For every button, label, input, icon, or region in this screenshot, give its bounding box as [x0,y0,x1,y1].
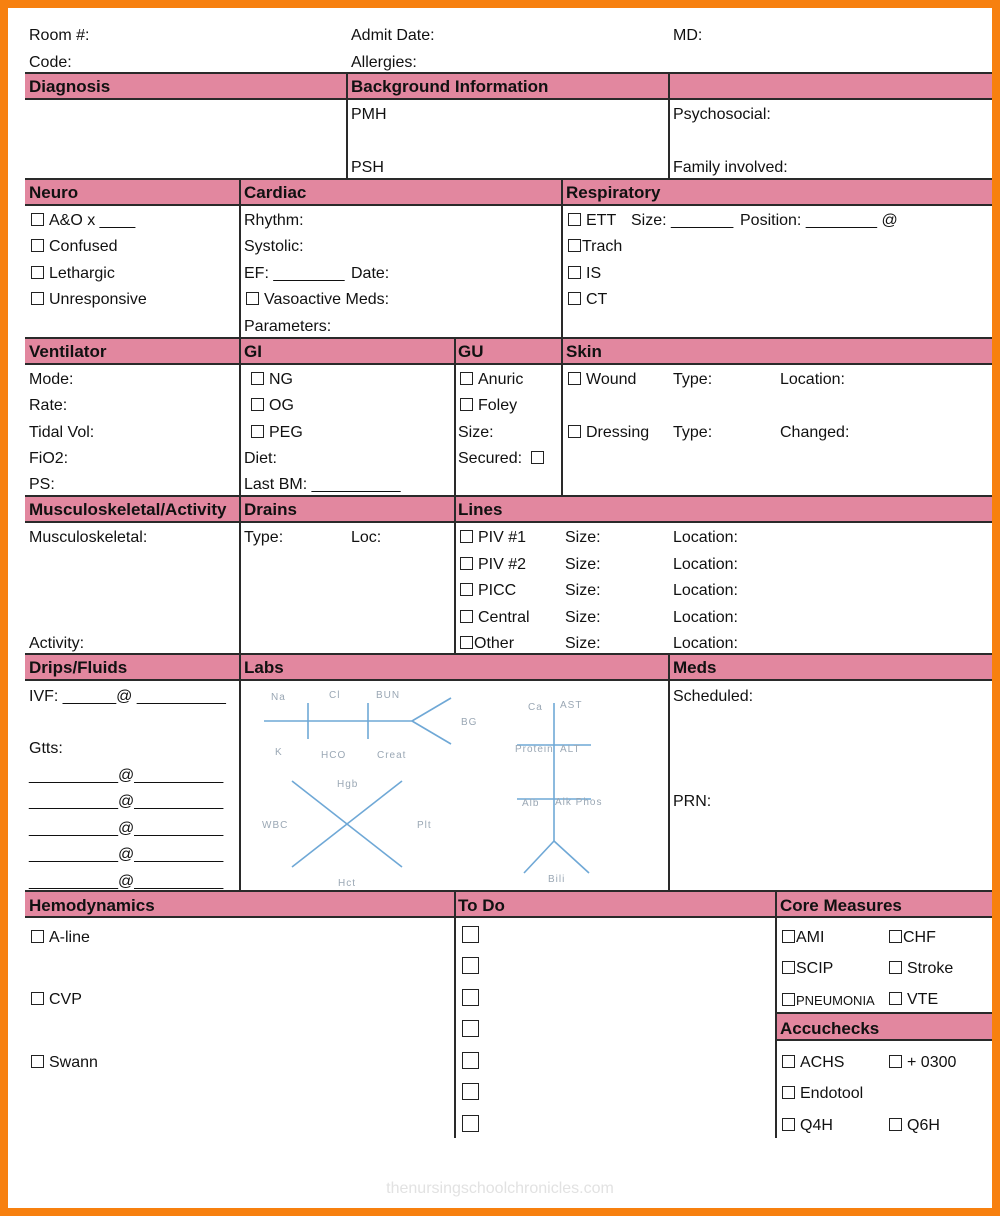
gtt-line: __________@__________ [29,793,224,810]
accuchecks-header: Accuchecks [780,1019,880,1038]
vent-ps: PS: [29,476,55,493]
core-chf[interactable]: CHF [889,928,936,947]
gu-foley[interactable]: Foley [460,396,517,415]
line-size: Size: [565,556,601,573]
line-central[interactable]: Central [460,608,530,627]
divider [561,337,563,497]
vent-fio2: FiO2: [29,450,69,467]
lab-ca: Ca [528,702,543,713]
gi-ng[interactable]: NG [251,370,293,389]
neuro-unresponsive[interactable]: Unresponsive [31,290,147,309]
resp-trach[interactable]: Trach [568,237,622,256]
line-size: Size: [565,609,601,626]
skin-wound-location: Location: [780,371,845,388]
footer-watermark: thenursingschoolchronicles.com [386,1180,614,1197]
core-measures-header: Core Measures [780,896,902,915]
line-other[interactable]: Other [460,634,514,653]
todo-checkbox[interactable] [462,1083,479,1100]
meds-header: Meds [673,658,717,677]
activity-label: Activity: [29,635,85,652]
lines-header: Lines [458,500,503,519]
line-piv1[interactable]: PIV #1 [460,528,526,547]
todo-checkbox[interactable] [462,1020,479,1037]
family-involved-label: Family involved: [673,159,788,176]
lft-line [524,841,554,873]
divider [668,653,670,891]
line-piv2[interactable]: PIV #2 [460,555,526,574]
report-sheet [8,8,992,1208]
vent-rate: Rate: [29,397,68,414]
line-location: Location: [673,582,738,599]
lab-protein: Protein [515,744,554,755]
core-ami[interactable]: AMI [782,928,824,947]
background-header: Background Information [351,77,549,96]
skin-wound-type: Type: [673,371,713,388]
todo-checkbox[interactable] [462,926,479,943]
labs-header: Labs [244,658,284,677]
neuro-header: Neuro [29,183,79,202]
ett-position: Position: ________ @ [740,212,898,229]
resp-ct[interactable]: CT [568,290,607,309]
lft-line [554,841,589,873]
gtt-line: __________@__________ [29,846,224,863]
divider [561,178,563,338]
core-pneumonia[interactable]: PNEUMONIA [782,991,875,1010]
accu-endotool[interactable]: Endotool [782,1084,863,1103]
gtts-label: Gtts: [29,740,63,757]
musculo-label: Musculoskeletal: [29,529,148,546]
neuro-bar [25,178,992,206]
ett-size: Size: _______ [631,212,734,229]
md-label: MD: [673,27,703,44]
gu-size: Size: [458,424,494,441]
drains-type: Type: [244,529,284,546]
neuro-ao[interactable]: A&O x ____ [31,211,135,230]
vent-mode: Mode: [29,371,74,388]
room-label: Room #: [29,27,90,44]
line-location: Location: [673,609,738,626]
admit-date-label: Admit Date: [351,27,435,44]
accu-q6h[interactable]: Q6H [889,1116,940,1135]
hemo-cvp[interactable]: CVP [31,990,82,1009]
ivf-label: IVF: ______@ __________ [29,688,226,705]
psychosocial-label: Psychosocial: [673,106,771,123]
parameters-label: Parameters: [244,318,332,335]
gi-og[interactable]: OG [251,396,294,415]
drains-loc: Loc: [351,529,382,546]
gu-secured[interactable]: Secured: [458,449,549,468]
todo-checkbox[interactable] [462,1115,479,1132]
gtt-line: __________@__________ [29,767,224,784]
bmp-line [412,721,451,744]
skin-dressing-type: Type: [673,424,713,441]
musculo-header: Musculoskeletal/Activity [29,500,227,519]
systolic-label: Systolic: [244,238,304,255]
lab-alb: Alb [522,798,540,809]
lab-creat: Creat [377,750,407,761]
cardiac-header: Cardiac [244,183,307,202]
vasoactive-meds[interactable]: Vasoactive Meds: [246,290,389,309]
ventilator-bar [25,337,992,365]
hemo-aline[interactable]: A-line [31,928,90,947]
vent-tidal: Tidal Vol: [29,424,95,441]
divider [454,495,456,655]
hemo-header: Hemodynamics [29,896,155,915]
pmh-label: PMH [351,106,387,123]
lab-bili: Bili [548,874,566,885]
rhythm-label: Rhythm: [244,212,304,229]
hemo-swann[interactable]: Swann [31,1053,98,1072]
labs-fishbone-diagram [241,681,668,889]
todo-header: To Do [458,896,505,915]
drips-bar [25,653,992,681]
lab-hco: HCO [321,750,347,761]
psh-label: PSH [351,159,384,176]
lab-ast: AST [560,700,583,711]
neuro-confused[interactable]: Confused [31,237,118,256]
skin-dressing-changed: Changed: [780,424,850,441]
lab-k: K [275,747,283,758]
gu-header: GU [458,342,484,361]
meds-scheduled: Scheduled: [673,688,754,705]
code-label: Code: [29,54,72,71]
divider [346,72,348,179]
line-location: Location: [673,556,738,573]
drips-header: Drips/Fluids [29,658,128,677]
accu-q4h[interactable]: Q4H [782,1116,833,1135]
respiratory-header: Respiratory [566,183,661,202]
divider [668,72,670,179]
neuro-lethargic[interactable]: Lethargic [31,264,115,283]
divider [239,495,241,655]
lab-alkphos: Alk Phos [555,797,603,808]
accu-achs[interactable]: ACHS [782,1053,844,1072]
diagnosis-header: Diagnosis [29,77,111,96]
lab-hgb: Hgb [337,779,359,790]
lab-wbc: WBC [262,820,289,831]
line-location: Location: [673,635,738,652]
gtt-line: __________@__________ [29,820,224,837]
lab-plt: Plt [417,820,432,831]
gi-last-bm: Last BM: __________ [244,476,401,493]
gtt-line: __________@__________ [29,873,224,890]
ef-date-label: Date: [351,265,390,282]
accu-0300[interactable]: + 0300 [889,1053,956,1072]
skin-wound[interactable]: Wound [568,370,636,389]
lab-na: Na [271,692,286,703]
line-location: Location: [673,529,738,546]
gi-peg[interactable]: PEG [251,423,303,442]
allergies-label: Allergies: [351,54,417,71]
divider [454,890,456,1138]
resp-ett[interactable]: ETT [568,211,616,230]
divider [239,337,241,497]
skin-header: Skin [566,342,602,361]
divider [239,178,241,338]
gi-header: GI [244,342,262,361]
line-size: Size: [565,582,601,599]
lab-bg: BG [461,717,478,728]
line-size: Size: [565,529,601,546]
lab-bun: BUN [376,690,401,701]
lab-cl: Cl [329,690,341,701]
lab-hct: Hct [338,878,356,889]
meds-prn: PRN: [673,793,712,810]
ef-label: EF: ________ [244,265,345,282]
core-vte[interactable]: VTE [889,990,938,1009]
resp-is[interactable]: IS [568,264,601,283]
core-stroke[interactable]: Stroke [889,959,953,978]
gi-diet: Diet: [244,450,277,467]
divider [454,337,456,497]
lab-alt: ALT [560,744,581,755]
drains-header: Drains [244,500,297,519]
core-scip[interactable]: SCIP [782,959,833,978]
ventilator-header: Ventilator [29,342,107,361]
bmp-line [412,698,451,721]
todo-checkbox[interactable] [462,989,479,1006]
gu-anuric[interactable]: Anuric [460,370,523,389]
todo-checkbox[interactable] [462,957,479,974]
line-size: Size: [565,635,601,652]
line-picc[interactable]: PICC [460,581,516,600]
todo-checkbox[interactable] [462,1052,479,1069]
skin-dressing[interactable]: Dressing [568,423,649,442]
